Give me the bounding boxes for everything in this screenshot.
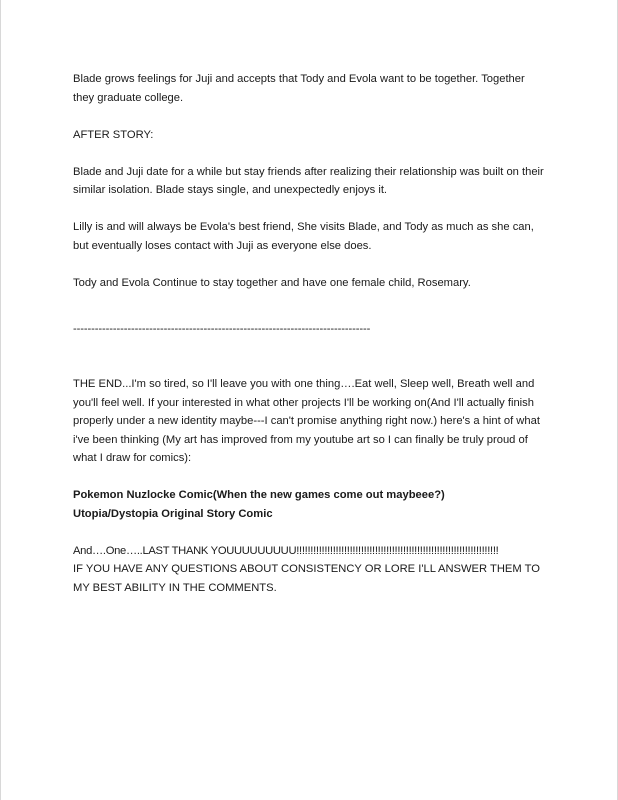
paragraph-graduation: Blade grows feelings for Juji and accepts that Tody and Evola want to be together. Together they graduate college. [73,73,525,104]
closing-thank-you: And….One…..LAST THANK YOUUUUUUUUU!!!!!!!!!!!!!!!!!!!!!!!!!!!!!!!!!!!!!!!!!!!!!!!!!!!!!!!!!!!!!!!!!!!!!!!! [73,544,499,557]
closing-questions: IF YOU HAVE ANY QUESTIONS ABOUT CONSISTENCY OR LORE I'LL ANSWER THEM TO MY BEST ABILITY IN THE COMMENTS. [73,563,540,594]
paragraph-blade-juji: Blade and Juji date for a while but stay friends after realizing their relationship was built on their similar isolation. Blade stays single, and unexpectedly enjoys it. [73,165,544,196]
separator-line: ---------------------------------------------------------------------------------- [73,323,371,335]
page-edge-left [0,0,1,800]
project-utopia-dystopia: Utopia/Dystopia Original Story Comic [73,507,273,520]
paragraph-the-end: THE END...I'm so tired, so I'll leave you with one thing….Eat well, Sleep well, Breath well and you'll feel well. If your interested in what other projects I'll be working on(And I'll actually finish properly under a new identity maybe---I can't promise anything right now.) here's a hint of what i've been thinking (My art has improved from my youtube art so I can finally be truly proud of what I draw for comics): [73,378,540,464]
paragraph-tody-evola: Tody and Evola Continue to stay together and have one female child, Rosemary. [73,276,471,289]
after-story-heading: AFTER STORY: [73,128,154,141]
document-page [73,70,548,616]
paragraph-lilly: Lilly is and will always be Evola's best friend, She visits Blade, and Tody as much as she can, but eventually loses contact with Juji as everyone else does. [73,221,534,252]
project-pokemon-nuzlocke: Pokemon Nuzlocke Comic(When the new games come out maybeee?) [73,489,445,501]
